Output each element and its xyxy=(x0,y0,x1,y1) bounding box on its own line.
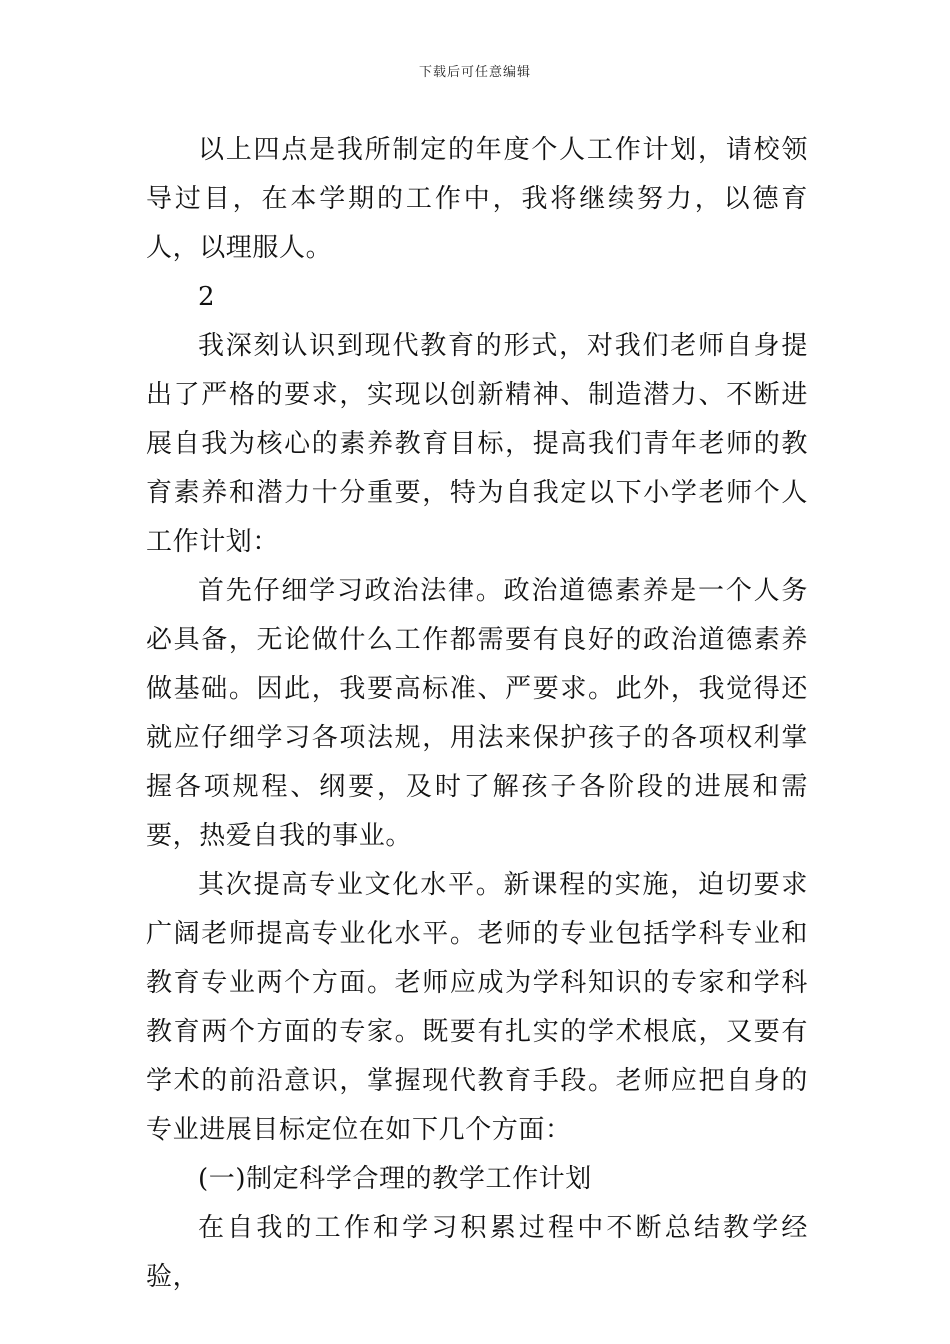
document-body xyxy=(146,126,808,1302)
paragraph-experience: 在自我的工作和学习积累过程中不断总结教学经验， xyxy=(146,1213,808,1292)
paragraph-intro: 我深刻认识到现代教育的形式，对我们老师自身提出了严格的要求，实现以创新精神、制造潜力、不断进展自我为核心的素养教育目标，提高我们青年老师的教育素养和潜力十分重要，特为自我定以下小学老师个人工作计划： xyxy=(146,331,808,557)
page-header-note: 下载后可任意编辑 xyxy=(418,65,531,80)
section-number: 2 xyxy=(198,282,216,312)
paragraph-political-study: 首先仔细学习政治法律。政治道德素养是一个人务必具备，无论做什么工作都需要有良好的政治道德素养做基础。因此，我要高标准、严要求。此外，我觉得还就应仔细学习各项法规，用法来保护孩子的各项权利掌握各项规程、纲要，及时了解孩子各阶段的进展和需要，热爱自我的事业。 xyxy=(146,576,808,851)
paragraph-summary: 以上四点是我所制定的年度个人工作计划，请校领导过目，在本学期的工作中，我将继续努力，以德育人，以理服人。 xyxy=(146,135,808,263)
subheading-teaching-plan: (一)制定科学合理的教学工作计划 xyxy=(198,1164,592,1194)
paragraph-professional-level: 其次提高专业文化水平。新课程的实施，迫切要求广阔老师提高专业化水平。老师的专业包括学科专业和教育专业两个方面。老师应成为学科知识的专家和学科教育两个方面的专家。既要有扎实的学术根底，又要有学术的前沿意识，掌握现代教育手段。老师应把自身的专业进展目标定位在如下几个方面： xyxy=(146,870,808,1145)
